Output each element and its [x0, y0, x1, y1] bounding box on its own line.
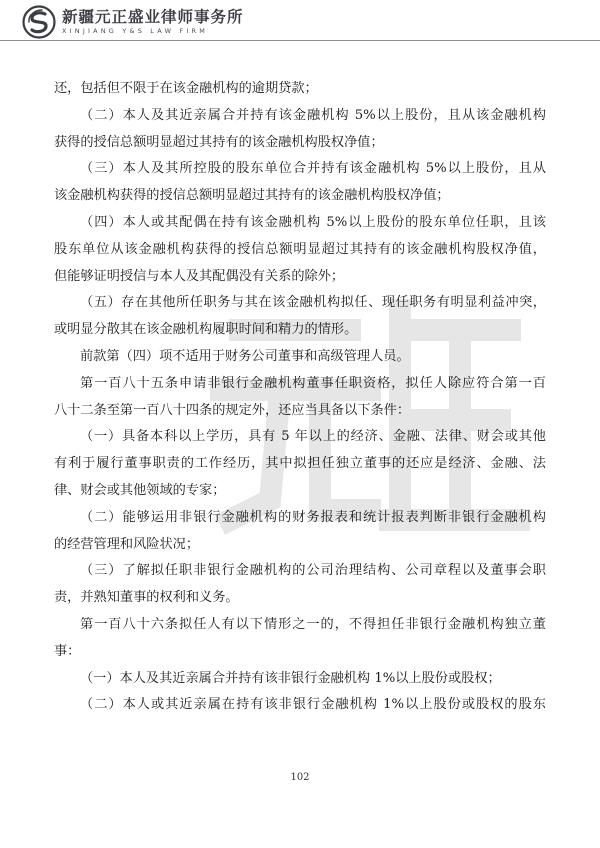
page-number: 102 — [290, 772, 310, 783]
body-text-line: 前款第（四）项不适用于财务公司董事和高级管理人员。 — [80, 348, 410, 364]
body-text-line: （二）本人及其近亲属合并持有该金融机构 5%以上股份，且从该金融机构 — [80, 107, 546, 123]
firm-logo-icon — [22, 5, 56, 39]
body-text-line: 有利于履行董事职责的工作经历，其中拟担任独立董事的还应是经济、金融、法 — [54, 456, 546, 472]
body-text-line: （二）能够运用非银行金融机构的财务报表和统计报表判断非银行金融机构 — [80, 509, 546, 525]
body-text-line: （一）具备本科以上学历，具有 5 年以上的经济、金融、法律、财会或其他 — [80, 429, 546, 445]
firm-name-chinese: 新疆元正盛业律师事务所 — [62, 7, 244, 26]
body-text-line: 律、财会或其他领域的专家； — [54, 482, 226, 498]
body-text-line: 第一百八十五条申请非银行金融机构董事任职资格，拟任人除应符合第一百 — [80, 375, 546, 391]
firm-name-block — [62, 7, 244, 35]
body-text-line: 第一百八十六条拟任人有以下情形之一的，不得担任非银行金融机构独立董 — [80, 616, 546, 632]
body-text-line: 的经营管理和风险状况； — [54, 536, 200, 552]
body-text-line: 但能够证明授信与本人及其配偶没有关系的除外； — [54, 268, 345, 284]
body-text-line: （三）本人及其所控股的股东单位合并持有该金融机构 5%以上股份，且从 — [80, 161, 546, 177]
body-text-line: 获得的授信总额明显超过其持有的该金融机构股权净值； — [54, 134, 384, 150]
body-text-line: 该金融机构获得的授信总额明显超过其持有的该金融机构股权净值； — [54, 188, 450, 204]
firm-name-english: XINJIANG Y&S LAW FIRM — [62, 27, 209, 35]
body-text-line: 八十二条至第一百八十四条的规定外，还应当具备以下条件： — [54, 402, 411, 418]
body-text-line: （二）本人或其近亲属在持有该非银行金融机构 1%以上股份或股权的股东 — [80, 697, 546, 713]
body-text-line: （一）本人及其近亲属合并持有该非银行金融机构 1%以上股份或股权； — [80, 670, 501, 686]
body-text-line: （三）了解拟任职非银行金融机构的公司治理结构、公司章程以及董事会职 — [80, 563, 546, 579]
body-text-line: 还，包括但不限于在该金融机构的逾期贷款； — [54, 81, 318, 96]
body-text-line: 责，并熟知董事的权利和义务。 — [54, 590, 239, 606]
document-header — [22, 4, 244, 40]
body-text-line: （四）本人或其配偶在持有该金融机构 5%以上股份的股东单位任职，且该 — [80, 214, 546, 230]
header-divider — [0, 40, 600, 41]
body-text-line: 或明显分散其在该金融机构履职时间和精力的情形。 — [54, 322, 358, 338]
body-text-line: 事： — [54, 643, 81, 659]
body-text-line: 股东单位从该金融机构获得的授信总额明显超过其持有的该金融机构股权净值， — [54, 241, 546, 257]
document-body — [54, 76, 546, 719]
body-text-line: （五）存在其他所任职务与其在该金融机构拟任、现任职务有明显利益冲突， — [80, 295, 546, 311]
